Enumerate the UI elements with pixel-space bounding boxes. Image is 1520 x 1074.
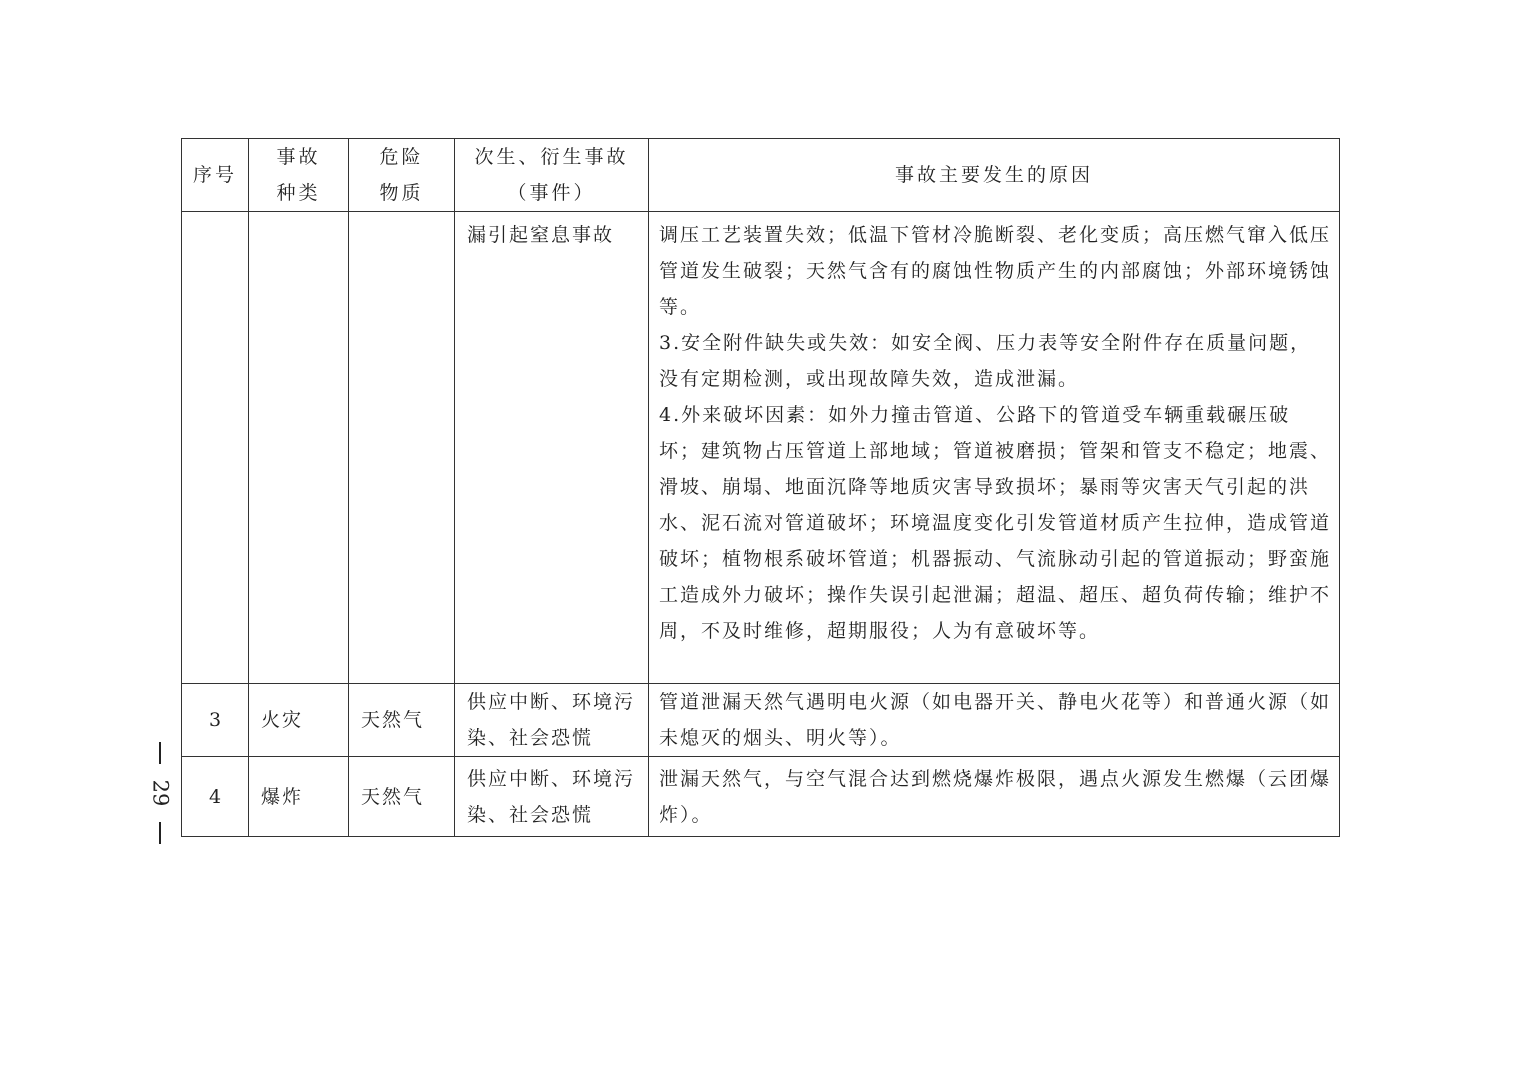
header-causes-label: 事故主要发生的原因: [894, 164, 1093, 186]
page-number-dash: [159, 822, 161, 844]
table-header-row: [182, 139, 1340, 212]
header-seq-label: 序号: [192, 164, 237, 186]
cell-seq-empty: [182, 212, 249, 684]
header-accident-type-line2: 种类: [276, 182, 321, 204]
table-row: [182, 684, 1340, 757]
cell-causes: 泄漏天然气，与空气混合达到燃烧爆炸极限，遇点火源发生燃爆（云团爆炸）。: [649, 757, 1340, 837]
header-accident-type-line1: 事故: [276, 146, 321, 168]
cell-secondary: 供应中断、环境污染、社会恐慌: [455, 684, 649, 757]
cell-substance: 天然气: [349, 684, 455, 757]
cause-paragraph: 4.外来破坏因素：如外力撞击管道、公路下的管道受车辆重载碾压破坏；建筑物占压管道上部地域；管道被磨损；管架和管支不稳定；地震、滑坡、崩塌、地面沉降等地质灾害导致损坏；暴雨等灾害天气引起的洪水、泥石流对管道破坏；环境温度变化引发管道材质产生拉伸，造成管道破坏；植物根系破坏管道；机器振动、气流脉动引起的管道振动；野蛮施工造成外力破坏；操作失误引起泄漏；超温、超压、超负荷传输；维护不周，不及时维修，超期服役；人为有意破坏等。: [659, 404, 1332, 642]
table-row-continued: [182, 212, 1340, 684]
header-main-causes: [649, 139, 1340, 212]
cell-seq: 3: [182, 684, 249, 757]
page-number: [146, 742, 174, 864]
cell-secondary: 供应中断、环境污染、社会恐慌: [455, 757, 649, 837]
header-seq: [182, 139, 249, 212]
accident-risk-table: [181, 138, 1340, 837]
page-number-dash: [159, 742, 161, 764]
header-substance-line1: 危险: [379, 146, 424, 168]
header-substance-line2: 物质: [379, 182, 424, 204]
header-accident-type: [249, 139, 349, 212]
cell-type-empty: [249, 212, 349, 684]
cell-causes: 管道泄漏天然气遇明电火源（如电器开关、静电火花等）和普通火源（如未熄灭的烟头、明火等）。: [649, 684, 1340, 757]
header-secondary-line2: （事件）: [507, 182, 596, 204]
header-secondary-line1: 次生、衍生事故: [474, 146, 629, 168]
cell-secondary-continued: 漏引起窒息事故: [455, 212, 649, 684]
cause-paragraph: 3.安全附件缺失或失效：如安全阀、压力表等安全附件存在质量问题，没有定期检测，或出现故障失效，造成泄漏。: [659, 332, 1312, 390]
table-row: [182, 757, 1340, 837]
header-secondary-accident: [455, 139, 649, 212]
cause-paragraph: 调压工艺装置失效；低温下管材冷脆断裂、老化变质；高压燃气窜入低压管道发生破裂；天然气含有的腐蚀性物质产生的内部腐蚀；外部环境锈蚀等。: [659, 224, 1332, 318]
cell-causes-continued: [649, 212, 1340, 684]
header-hazardous-substance: [349, 139, 455, 212]
cell-accident-type: 火灾: [249, 684, 349, 757]
cell-accident-type: 爆炸: [249, 757, 349, 837]
cell-seq: 4: [182, 757, 249, 837]
cell-substance-empty: [349, 212, 455, 684]
cell-substance: 天然气: [349, 757, 455, 837]
page-number-text: 29: [147, 779, 172, 807]
